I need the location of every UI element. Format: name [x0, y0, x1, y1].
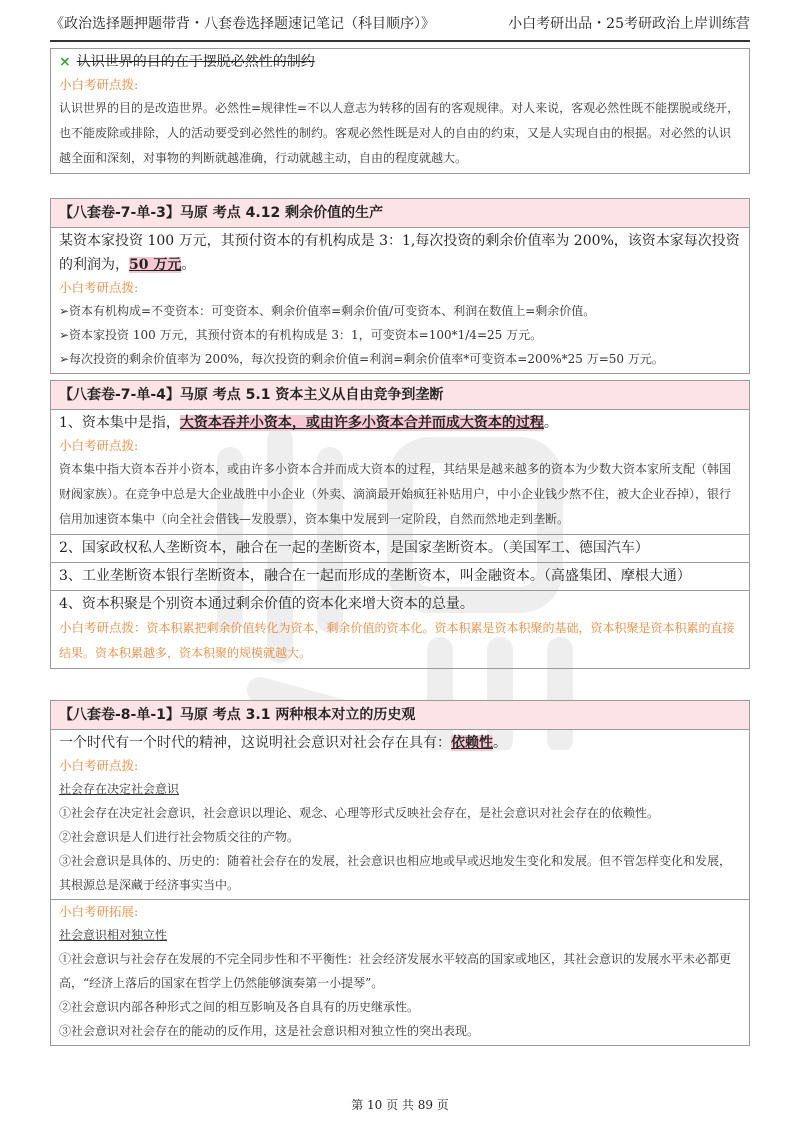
header-doc-title: 《政治选择题押题带背・八套卷选择题速记笔记（科目顺序）》 — [50, 16, 435, 32]
tip-point: ③社会意识是具体的、历史的：随着社会存在的发展，社会意识也相应地或早或迟地发生变化和发展。但不管怎样变化和发展，其根源总是深藏于经济事实当中。 — [59, 854, 732, 892]
tip-point: ①社会存在决定社会意识，社会意识以理论、观念、心理等形式反映社会存在，是社会意识对社会存在的依赖性。 — [59, 806, 660, 820]
wrong-option — [59, 50, 741, 74]
statement-end: 。 — [543, 415, 558, 431]
card-title: 【八套卷-8-单-1】马原 考点 3.1 两种根本对立的历史观 — [51, 701, 749, 730]
tip-note: 认识世界的目的是改造世界。必然性=规律性=不以人意志为转移的固有的客观规律。对人来说，客观必然性既不能摆脱或绕开，也不能废除或排除，人的活动要受到必然性的制约。客观必然性既是对人的自由的约束，又是人实现自由的根据。对必然的认识越全面和深刻，对事物的判断就越准确，行动就越主动，自由的程度就越大。 — [59, 101, 740, 165]
answer-highlight: 50 万元 — [129, 257, 182, 273]
statement-4: 4、资本积聚是个别资本通过剩余价值的资本化来增大资本的总量。 — [59, 596, 474, 612]
question-end: 。 — [181, 257, 196, 273]
tip-label: 小白考研点拨: — [59, 758, 139, 773]
tip-point: ➢资本有机构成=不变资本：可变资本、剩余价值率=剩余价值/可变资本、利润在数值上=剩余价值。 — [59, 304, 596, 318]
card-title: 【八套卷-7-单-4】马原 考点 5.1 资本主义从自由竞争到垄断 — [51, 381, 749, 410]
tip-note: 资本积累把剩余价值转化为资本，剩余价值的资本化。资本积累是资本积聚的基础，资本积聚是资本积累的直接结果。资本积累越多，资本积聚的规模就越大。 — [59, 621, 735, 660]
tip-point: ➢资本家投资 100 万元，其预付资本的有机构成是 3：1，可变资本=100*1/4=25 万元。 — [59, 328, 543, 342]
question-text: 某资本家投资 100 万元，其预付资本的有机构成是 3：1,每次投资的剩余价值率为 200%，该资本家每次投资的利润为， — [59, 233, 740, 273]
answer-highlight: 大资本吞并小资本，或由许多小资本合并而成大资本的过程 — [179, 415, 544, 431]
statement-text: 1、资本集中是指， — [59, 415, 180, 431]
question — [59, 731, 741, 755]
tip-label: 小白考研点拨: — [59, 77, 139, 92]
wrong-option-text: 认识世界的目的在于摆脱必然性的制约 — [76, 54, 315, 70]
sub-heading: 社会意识相对独立性 — [59, 928, 168, 942]
extension-label: 小白考研拓展: — [59, 904, 139, 919]
card-title: 【八套卷-7-单-3】马原 考点 4.12 剩余价值的生产 — [51, 199, 749, 228]
question-end: 。 — [493, 735, 507, 751]
note-card-3 — [50, 380, 750, 669]
statement-2: 2、国家政权私人垄断资本，融合在一起的垄断资本，是国家垄断资本。（美国军工、德国汽车） — [59, 540, 649, 556]
tip-point: ③社会意识对社会存在的能动的反作用，这是社会意识相对独立性的突出表现。 — [59, 1024, 480, 1038]
statement-1 — [59, 411, 741, 435]
sub-heading: 社会存在决定社会意识 — [59, 782, 180, 796]
tip-label: 小白考研点拨: — [59, 280, 139, 295]
statement-3: 3、工业垄断资本银行垄断资本，融合在一起而形成的垄断资本，叫金融资本。（高盛集团、摩根大通） — [59, 568, 691, 584]
tip-point: ➢每次投资的剩余价值率为 200%，每次投资的剩余价值=利润=剩余价值率*可变资本=200%*25 万=50 万元。 — [59, 352, 664, 366]
tip-label: 小白考研点拨: — [59, 438, 139, 453]
note-card-4 — [50, 700, 750, 1046]
note-card-1 — [50, 48, 750, 174]
tip-point: ①社会意识与社会存在发展的不完全同步性和不平衡性：社会经济发展水平较高的国家或地区，其社会意识的发展水平未必都更高，“经济上落后的国家在哲学上仍然能够演奏第一小提琴”。 — [59, 952, 732, 990]
page-header — [50, 10, 750, 42]
question — [59, 229, 741, 277]
page-number: 第 10 页 共 89 页 — [351, 1098, 449, 1112]
tip-point: ②社会意识是人们进行社会物质交往的产物。 — [59, 830, 300, 844]
note-card-2 — [50, 198, 750, 374]
tip-label: 小白考研点拨： — [59, 620, 147, 635]
tip-note: 资本集中指大资本吞并小资本，或由许多小资本合并而成大资本的过程，其结果是越来越多的资本为少数大资本家所支配（韩国财阀家族）。在竞争中总是大企业战胜中小企业（外卖、滴滴最开始疯狂补贴用户，中小企业钱少熬不住，被大企业吞掉），银行信用加速资本集中（向全社会借钱—发股票），资本集中发展到一定阶段，自然而然地走到垄断。 — [59, 462, 732, 526]
tip-point: ②社会意识内部各种形式之间的相互影响及各自具有的历史继承性。 — [59, 1000, 420, 1014]
header-brand: 小白考研出品・25考研政治上岸训练营 — [508, 16, 750, 32]
wrong-mark-icon: × — [59, 54, 71, 70]
answer-highlight: 依赖性 — [451, 735, 493, 751]
question-text: 一个时代有一个时代的精神，这说明社会意识对社会存在具有： — [59, 735, 451, 751]
